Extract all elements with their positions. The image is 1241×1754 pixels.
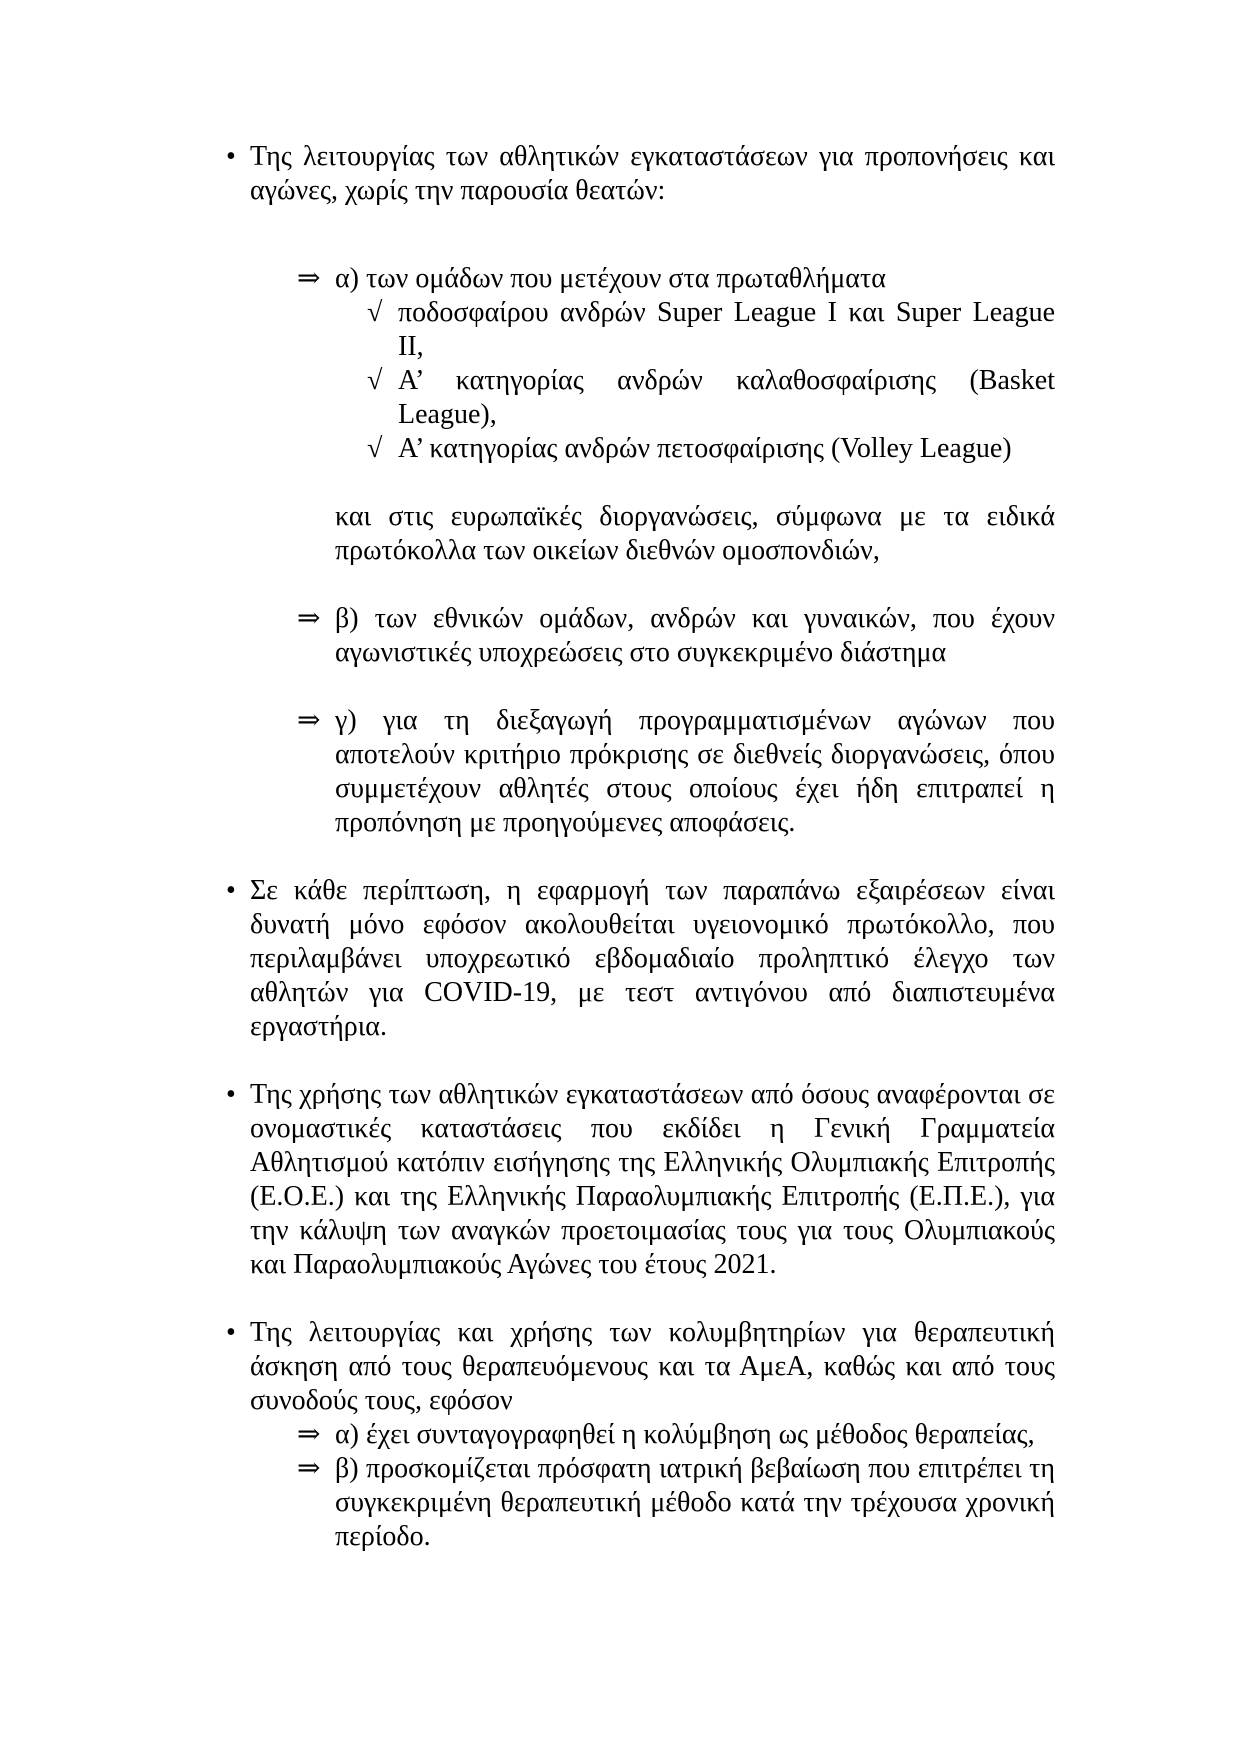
item-text: Της χρήσης των αθλητικών εγκαταστάσεων από όσους αναφέρονται σε ονομαστικές καταστάσεις που εκδίδει η Γενική Γραμματεία Αθλητισμού κατόπιν εισήγησης της Ελληνικής Ολυμπιακής Επιτροπής (Ε.Ο.Ε.) και της Ελληνικής Παραολυμπιακής Επιτροπής (Ε.Π.Ε.), για την κάλυψη των αναγκών προετοιμασίας τους για τους Ολυμπιακούς και Παραολυμπιακούς Αγώνες του έτους 2021.: [250, 1079, 1055, 1280]
item-text: Της λειτουργίας και χρήσης των κολυμβητηρίων για θεραπευτική άσκηση από τους θεραπευόμενους και τα ΑμεΑ, καθώς και από τους συνοδούς τους, εφόσον: [250, 1317, 1055, 1416]
item-text: α) των ομάδων που μετέχουν στα πρωταθλήματα: [335, 263, 886, 294]
radical-check-icon: √: [367, 365, 383, 396]
item-text: γ) για τη διεξαγωγή προγραμματισμένων αγώνων που αποτελούν κριτήριο πρόκρισης σε διεθνείς διοργανώσεις, όπου συμμετέχουν αθλητές στους οποίους έχει ήδη επιτραπεί η προπόνηση με προηγούμενες αποφάσεις.: [335, 705, 1055, 838]
double-arrow-icon: ⇒: [297, 1453, 321, 1484]
item-text: α) έχει συνταγογραφηθεί η κολύμβηση ως μέθοδος θεραπείας,: [335, 1419, 1035, 1450]
double-arrow-icon: ⇒: [297, 705, 321, 736]
bullet-item-swimming-pools-therapeutic: [226, 1316, 1055, 1418]
bullet-icon: •: [226, 1079, 236, 1110]
item-text: β) των εθνικών ομάδων, ανδρών και γυναικών, που έχουν αγωνιστικές υποχρεώσεις στο συγκεκριμένο διάστημα: [335, 603, 1055, 668]
bullet-icon: •: [226, 875, 236, 906]
arrow-item-b-national-teams: [297, 602, 1055, 670]
item-text: Της λειτουργίας των αθλητικών εγκαταστάσεων για προπονήσεις και αγώνες, χωρίς την παρουσία θεατών:: [250, 141, 1055, 206]
bullet-item-health-protocol: [226, 874, 1055, 1044]
check-item-super-league: [367, 296, 1055, 364]
double-arrow-icon: ⇒: [297, 603, 321, 634]
double-arrow-icon: ⇒: [297, 263, 321, 294]
arrow-item-c-scheduled-matches: [297, 704, 1055, 840]
check-item-basket-league: [367, 364, 1055, 432]
paragraph-european-competitions: [335, 500, 1055, 568]
item-text: Σε κάθε περίπτωση, η εφαρμογή των παραπάνω εξαιρέσεων είναι δυνατή μόνο εφόσον ακολουθείται υγειονομικό πρωτόκολλο, που περιλαμβάνει υποχρεωτικό εβδομαδιαίο προληπτικό έλεγχο των αθλητών για COVID-19, με τεστ αντιγόνου από διαπιστευμένα εργαστήρια.: [250, 875, 1055, 1042]
document-body: [0, 140, 1055, 1554]
bullet-icon: •: [226, 1317, 236, 1348]
item-text: και στις ευρωπαϊκές διοργανώσεις, σύμφωνα με τα ειδικά πρωτόκολλα των οικείων διεθνών ομοσπονδιών,: [335, 501, 1055, 566]
item-text: Α’ κατηγορίας ανδρών καλαθοσφαίρισης (Basket League),: [398, 365, 1055, 430]
check-item-volley-league: [367, 432, 1055, 466]
bullet-icon: •: [226, 141, 236, 172]
item-text: Α’ κατηγορίας ανδρών πετοσφαίρισης (Volley League): [398, 433, 1012, 464]
arrow-item-b-medical-certificate: [297, 1452, 1055, 1554]
radical-check-icon: √: [367, 433, 383, 464]
bullet-item-facilities-use-gga-lists: [226, 1078, 1055, 1282]
arrow-item-a-prescribed-swimming: [297, 1418, 1055, 1452]
double-arrow-icon: ⇒: [297, 1419, 321, 1450]
item-text: β) προσκομίζεται πρόσφατη ιατρική βεβαίωση που επιτρέπει τη συγκεκριμένη θεραπευτική μέθοδο κατά την τρέχουσα χρονική περίοδο.: [335, 1453, 1055, 1552]
item-text: ποδοσφαίρου ανδρών Super League I και Super League II,: [398, 297, 1055, 362]
radical-check-icon: √: [367, 297, 383, 328]
arrow-item-a-championship-teams: [297, 262, 1055, 296]
bullet-item-sports-facilities-operation: [226, 140, 1055, 208]
